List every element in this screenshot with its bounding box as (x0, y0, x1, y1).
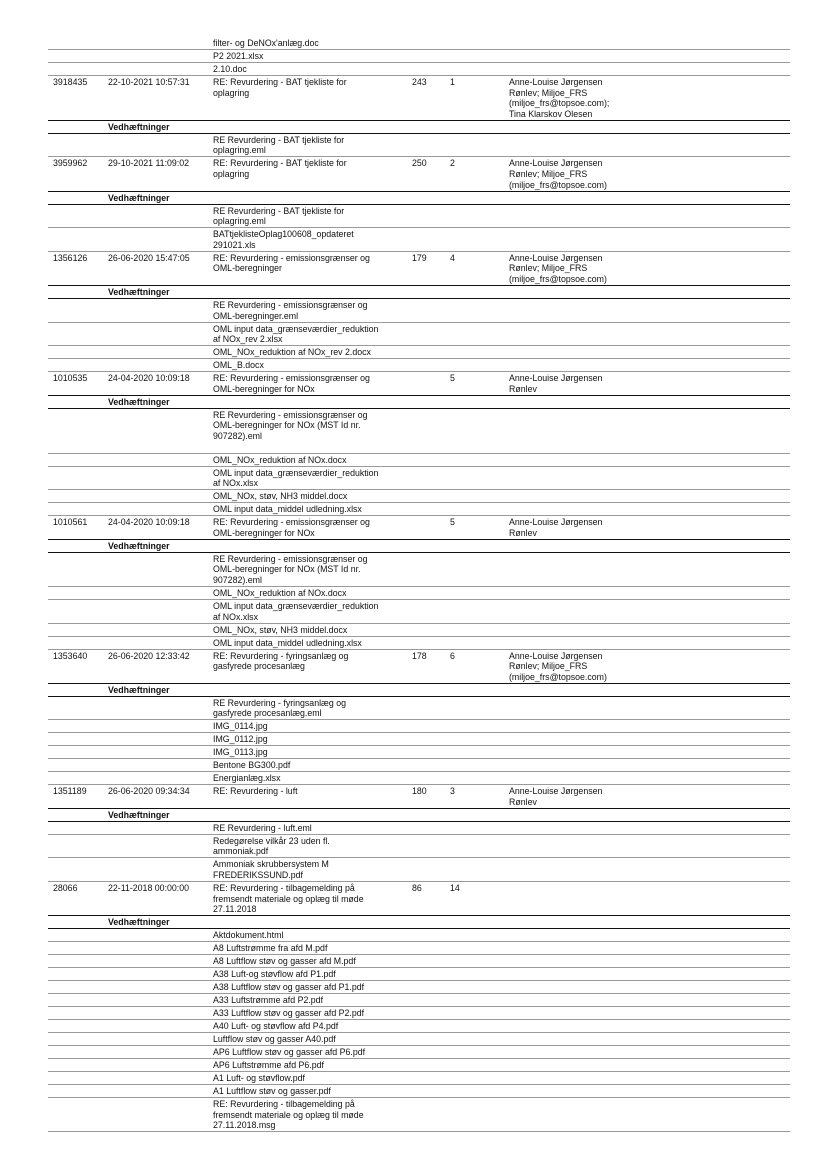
message-subject: RE: Revurdering - emissionsgrænser og OML-beregninger for NOx (213, 373, 370, 394)
attachment-name: P2 2021.xlsx (213, 51, 264, 61)
message-date: 29-10-2021 11:09:02 (108, 158, 190, 169)
message-recipients: Anne-Louise Jørgensen Rønlev; Miljoe_FRS (miljoe_frs@topsoe.com) (509, 158, 607, 190)
message-subject: RE: Revurdering - emissionsgrænser og OML-beregninger (213, 252, 370, 274)
attachments-label: Vedhæftninger (108, 684, 170, 695)
message-recipients: Anne-Louise Jørgensen Rønlev (509, 786, 603, 807)
message-row (48, 882, 790, 916)
attachment-name: BATtjeklisteOplag100608_opdateret 291021.xls (213, 229, 354, 250)
attachment-row (48, 1007, 790, 1020)
attachment-name: Energianlæg.xlsx (213, 773, 281, 784)
message-size: 250 (412, 158, 427, 169)
attachment-row (48, 37, 790, 50)
attachment-name: RE Revurdering - emissionsgrænser og OML-beregninger.eml (213, 299, 368, 321)
message-date: 22-11-2018 00:00:00 (108, 883, 190, 894)
message-row (48, 76, 790, 121)
attachment-name: Bentone BG300.pdf (213, 760, 291, 771)
message-size: 179 (412, 252, 427, 263)
message-id: 1010535 (53, 373, 88, 384)
message-date: 24-04-2020 10:09:18 (108, 373, 190, 384)
message-id: 28066 (53, 883, 78, 894)
attachment-row (48, 720, 790, 733)
attachment-count: 2 (450, 158, 455, 169)
message-size: 178 (412, 650, 427, 661)
attachment-count: 6 (450, 650, 455, 661)
attachment-count: 1 (450, 77, 455, 87)
attachment-name: Aktdokument.html (213, 930, 284, 941)
attachment-row (48, 772, 790, 785)
attachment-name: A8 Luftflow støv og gasser afd M.pdf (213, 956, 356, 967)
attachment-name: A40 Luft- og støvflow afd P4.pdf (213, 1021, 339, 1032)
message-row (48, 785, 790, 809)
attachments-header-row (48, 121, 790, 134)
attachment-name: IMG_0114.jpg (213, 721, 268, 732)
message-size: 180 (412, 786, 427, 797)
attachments-label: Vedhæftninger (108, 396, 170, 407)
attachment-name: OML input data_middel udledning.xlsx (213, 504, 362, 515)
message-id: 3959962 (53, 158, 88, 169)
message-date: 26-06-2020 09:34:34 (108, 786, 190, 797)
attachment-row (48, 323, 790, 347)
message-row (48, 372, 790, 396)
attachment-row (48, 942, 790, 955)
attachment-row (48, 299, 790, 323)
attachment-row (48, 994, 790, 1007)
attachment-row (48, 490, 790, 503)
attachment-row (48, 637, 790, 650)
attachment-count: 3 (450, 786, 455, 797)
message-id: 1356126 (53, 252, 88, 263)
attachment-row (48, 929, 790, 942)
attachment-name: Redegørelse vilkår 23 uden fl. ammoniak.pdf (213, 835, 330, 857)
attachments-header-row (48, 684, 790, 697)
attachment-row (48, 759, 790, 772)
attachment-row (48, 359, 790, 372)
attachment-name: AP6 Luftflow støv og gasser afd P6.pdf (213, 1047, 366, 1058)
message-subject: RE: Revurdering - BAT tjekliste for oplagring (213, 77, 347, 98)
attachment-name: OML_NOx_reduktion af NOx_rev 2.docx (213, 347, 371, 358)
message-recipients: Anne-Louise Jørgensen Rønlev (509, 373, 603, 394)
message-size: 86 (412, 883, 422, 894)
attachments-header-row (48, 540, 790, 553)
attachment-count: 5 (450, 373, 455, 384)
attachment-row (48, 1033, 790, 1046)
attachment-name: RE Revurdering - BAT tjekliste for oplagring.eml (213, 205, 345, 227)
attachment-name: RE Revurdering - luft.eml (213, 822, 312, 833)
attachment-name: OML_B.docx (213, 360, 264, 371)
attachments-label: Vedhæftninger (108, 809, 170, 820)
attachment-count: 14 (450, 883, 460, 894)
attachment-name: OML input data_grænseværdier_reduktion af NOx_rev 2.xlsx (213, 323, 379, 345)
attachment-name: OML input data_grænseværdier_reduktion af NOx.xlsx (213, 467, 379, 489)
attachment-row (48, 63, 790, 76)
attachment-name: Luftflow støv og gasser A40.pdf (213, 1034, 336, 1045)
attachment-name: IMG_0113.jpg (213, 747, 268, 758)
attachment-row (48, 858, 790, 882)
message-id: 1351189 (53, 786, 87, 797)
attachments-header-row (48, 396, 790, 409)
attachment-name: A1 Luftflow støv og gasser.pdf (213, 1086, 331, 1097)
attachments-label: Vedhæftninger (108, 917, 170, 928)
attachments-header-row (48, 916, 790, 929)
message-row (48, 252, 790, 286)
attachment-name: RE Revurdering - fyringsanlæg og gasfyrede procesanlæg.eml (213, 697, 346, 719)
attachment-row (48, 50, 790, 63)
attachment-row (48, 981, 790, 994)
message-id: 3918435 (53, 77, 88, 87)
attachment-name: OML_NOx_reduktion af NOx.docx (213, 587, 347, 598)
message-recipients: Anne-Louise Jørgensen Rønlev; Miljoe_FRS (miljoe_frs@topsoe.com); Tina Klarskov Olesen (509, 77, 610, 119)
attachment-row (48, 1098, 790, 1132)
message-id: 1353640 (53, 650, 88, 661)
message-subject: RE: Revurdering - emissionsgrænser og OML-beregninger for NOx (213, 517, 370, 538)
attachment-name: 2.10.doc (213, 64, 247, 74)
message-row (48, 650, 790, 684)
attachment-name: OML_NOx, støv, NH3 middel.docx (213, 491, 348, 502)
attachment-row (48, 454, 790, 467)
attachments-label: Vedhæftninger (108, 121, 170, 132)
attachment-row (48, 822, 790, 835)
attachment-row (48, 968, 790, 981)
attachment-row (48, 346, 790, 359)
message-row (48, 516, 790, 540)
attachment-name: OML_NOx, støv, NH3 middel.docx (213, 624, 348, 635)
attachment-count: 5 (450, 517, 455, 528)
message-recipients: Anne-Louise Jørgensen Rønlev (509, 517, 603, 538)
attachment-row (48, 746, 790, 759)
attachment-name: AP6 Luftstrømme afd P6.pdf (213, 1060, 324, 1071)
attachment-name: IMG_0112.jpg (213, 734, 268, 745)
attachment-row (48, 697, 790, 721)
attachment-name: RE Revurdering - emissionsgrænser og OML-beregninger for NOx (MST Id nr. 907282).eml (213, 553, 368, 585)
attachments-label: Vedhæftninger (108, 540, 170, 551)
message-date: 26-06-2020 15:47:05 (108, 252, 190, 263)
attachment-row (48, 1020, 790, 1033)
attachment-row (48, 1072, 790, 1085)
attachments-header-row (48, 286, 790, 299)
attachment-row (48, 733, 790, 746)
message-size: 243 (412, 77, 427, 87)
attachment-name: Ammoniak skrubbersystem M FREDERIKSSUND.pdf (213, 859, 329, 881)
message-date: 24-04-2020 10:09:18 (108, 517, 190, 528)
attachment-name: A33 Luftflow støv og gasser afd P2.pdf (213, 1008, 365, 1019)
attachment-row (48, 587, 790, 600)
attachments-header-row (48, 809, 790, 822)
attachment-row (48, 624, 790, 637)
attachment-name: OML input data_grænseværdier_reduktion af NOx.xlsx (213, 600, 379, 622)
attachment-name: RE Revurdering - emissionsgrænser og OML-beregninger for NOx (MST Id nr. 907282).eml (213, 409, 368, 441)
attachment-name: A8 Luftstrømme fra afd M.pdf (213, 943, 328, 954)
attachment-name: A1 Luft- og støvflow.pdf (213, 1073, 305, 1084)
message-recipients: Anne-Louise Jørgensen Rønlev; Miljoe_FRS (miljoe_frs@topsoe.com) (509, 252, 607, 284)
attachment-name: RE: Revurdering - tilbagemelding på fremsendt materiale og oplæg til møde 27.11.2018.msg (213, 1099, 364, 1131)
attachment-name: filter- og DeNOx'anlæg.doc (213, 38, 319, 48)
attachment-name: A33 Luftstrømme afd P2.pdf (213, 995, 324, 1006)
attachment-name: RE Revurdering - BAT tjekliste for oplagring.eml (213, 134, 345, 156)
message-date: 26-06-2020 12:33:42 (108, 650, 190, 661)
attachments-label: Vedhæftninger (108, 192, 170, 203)
attachment-row (48, 503, 790, 516)
attachment-row (48, 409, 790, 454)
attachment-row (48, 955, 790, 968)
attachment-row (48, 1085, 790, 1098)
document-table (48, 37, 790, 1132)
attachment-row (48, 553, 790, 587)
message-row (48, 157, 790, 191)
message-subject: RE: Revurdering - luft (213, 786, 298, 797)
message-id: 1010561 (53, 517, 88, 528)
attachment-row (48, 600, 790, 624)
message-subject: RE: Revurdering - tilbagemelding på fremsendt materiale og oplæg til møde 27.11.2018 (213, 883, 364, 915)
attachments-header-row (48, 192, 790, 205)
message-recipients: Anne-Louise Jørgensen Rønlev; Miljoe_FRS (miljoe_frs@topsoe.com) (509, 650, 607, 682)
attachment-row (48, 205, 790, 229)
attachment-count: 4 (450, 252, 455, 263)
attachment-row (48, 228, 790, 252)
attachment-name: OML_NOx_reduktion af NOx.docx (213, 454, 347, 465)
attachment-name: A38 Luftflow støv og gasser afd P1.pdf (213, 982, 365, 993)
message-date: 22-10-2021 10:57:31 (108, 77, 190, 87)
attachment-row (48, 467, 790, 491)
attachment-row (48, 1059, 790, 1072)
message-subject: RE: Revurdering - BAT tjekliste for oplagring (213, 158, 347, 179)
message-subject: RE: Revurdering - fyringsanlæg og gasfyrede procesanlæg (213, 650, 349, 672)
attachments-label: Vedhæftninger (108, 286, 170, 297)
attachment-name: OML input data_middel udledning.xlsx (213, 637, 362, 648)
attachment-name: A38 Luft-og støvflow afd P1.pdf (213, 969, 336, 980)
attachment-row (48, 1046, 790, 1059)
attachment-row (48, 835, 790, 859)
attachment-row (48, 134, 790, 158)
